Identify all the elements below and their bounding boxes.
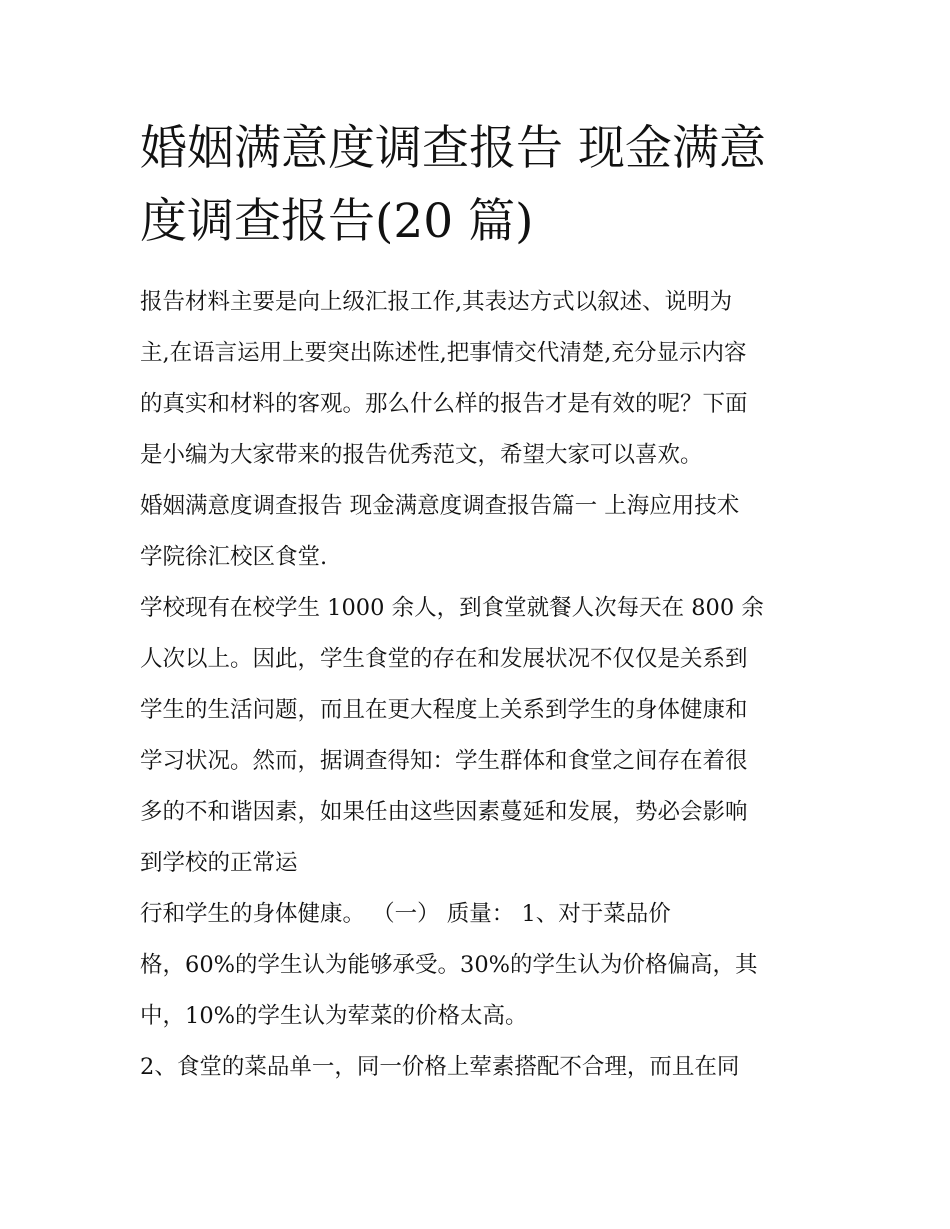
document-title: [140, 112, 820, 258]
body-line: 到学校的正常运: [140, 850, 298, 876]
body-line: 多的不和谐因素，如果任由这些因素蔓延和发展，势必会影响: [140, 799, 748, 825]
body-line: 格，60%的学生认为能够承受。30%的学生认为价格偏高，其: [140, 952, 758, 978]
body-line: 人次以上。因此，学生食堂的存在和发展状况不仅仅是关系到: [140, 646, 748, 672]
body-line: 报告材料主要是向上级汇报工作,其表达方式以叙述、说明为: [140, 289, 733, 315]
title-line: 度调查报告(20 篇): [140, 194, 534, 249]
body-line: 行和学生的身体健康。 （一） 质量： 1、对于菜品价: [140, 901, 671, 927]
body-line: 主,在语言运用上要突出陈述性,把事情交代清楚,充分显示内容: [140, 340, 747, 366]
body-line: 中，10%的学生认为荤菜的价格太高。: [140, 1003, 528, 1029]
document-body: [140, 277, 830, 1093]
body-line: 学习状况。然而，据调查得知：学生群体和食堂之间存在着很: [140, 748, 748, 774]
body-line: 学校现有在校学生 1000 余人，到食堂就餐人次每天在 800 余: [140, 595, 764, 621]
body-line: 学院徐汇校区食堂.: [140, 544, 328, 570]
body-line: 是小编为大家带来的报告优秀范文，希望大家可以喜欢。: [140, 442, 703, 468]
body-line: 的真实和材料的客观。那么什么样的报告才是有效的呢？下面: [140, 391, 748, 417]
title-line: 婚姻满意度调查报告 现金满意: [140, 121, 766, 176]
body-line: 学生的生活问题，而且在更大程度上关系到学生的身体健康和: [140, 697, 748, 723]
body-line: 婚姻满意度调查报告 现金满意度调查报告篇一 上海应用技术: [140, 493, 740, 519]
body-line: 2、食堂的菜品单一，同一价格上荤素搭配不合理，而且在同: [140, 1054, 740, 1080]
